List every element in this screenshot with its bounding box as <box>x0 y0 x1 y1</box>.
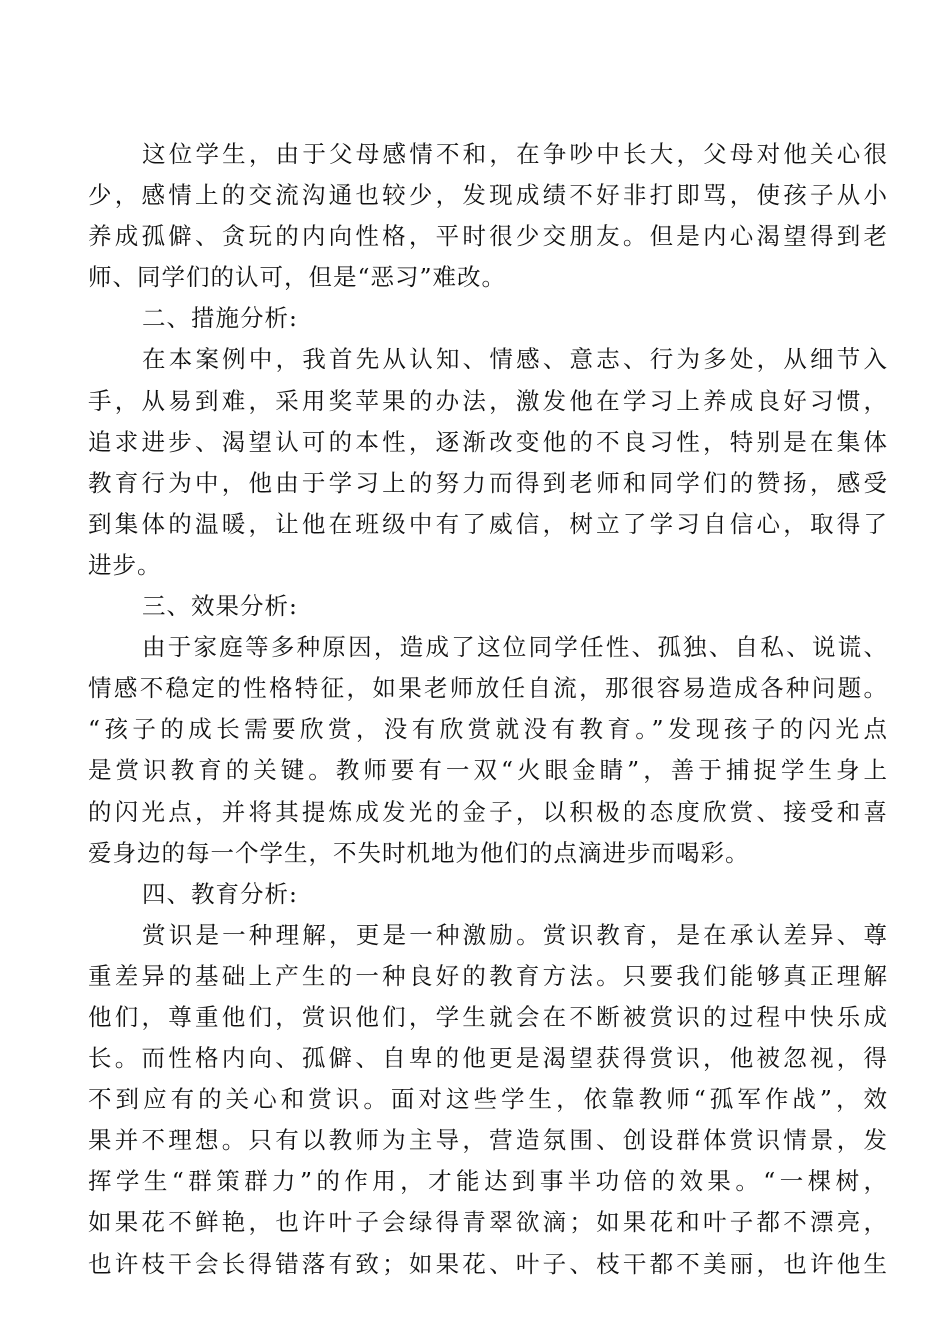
text-line: 二、措施分析: <box>142 304 298 333</box>
text-line: 爱身边的每一个学生，不失时机地为他们的点滴进步而喝彩。 <box>88 838 750 867</box>
text-line: 四、教育分析: <box>142 879 298 908</box>
text-line: 挥学生“群策群力”的作用，才能达到事半功倍的效果。“一棵树， <box>88 1167 888 1196</box>
text-line: “孩子的成长需要欣赏，没有欣赏就没有教育。”发现孩子的闪光点 <box>88 715 888 744</box>
text-line: 进步。 <box>88 550 162 579</box>
text-line: 也许枝干会长得错落有致；如果花、叶子、枝干都不美丽，也许他生 <box>88 1249 888 1278</box>
text-line: 师、同学们的认可，但是“恶习”难改。 <box>88 263 507 292</box>
text-line: 的闪光点，并将其提炼成发光的金子，以积极的态度欣赏、接受和喜 <box>88 797 888 826</box>
text-line: 如果花不鲜艳，也许叶子会绿得青翠欲滴；如果花和叶子都不漂亮， <box>88 1208 888 1237</box>
text-line: 果并不理想。只有以教师为主导，营造氛围、创设群体赏识情景，发 <box>88 1126 888 1155</box>
text-line: 手，从易到难，采用奖苹果的办法，激发他在学习上养成良好习惯， <box>88 386 888 415</box>
text-line: 到集体的温暖，让他在班级中有了威信，树立了学习自信心，取得了 <box>88 509 888 538</box>
text-line: 由于家庭等多种原因，造成了这位同学任性、孤独、自私、说谎、 <box>142 633 888 662</box>
text-line: 长。而性格内向、孤僻、自卑的他更是渴望获得赏识，他被忽视，得 <box>88 1044 888 1073</box>
text-line: 是赏识教育的关键。教师要有一双“火眼金睛”，善于捕捉学生身上 <box>88 756 888 785</box>
text-line: 他们，尊重他们，赏识他们，学生就会在不断被赏识的过程中快乐成 <box>88 1002 888 1031</box>
text-line: 少，感情上的交流沟通也较少，发现成绩不好非打即骂，使孩子从小 <box>88 181 888 210</box>
text-line: 这位学生，由于父母感情不和，在争吵中长大，父母对他关心很 <box>142 140 888 168</box>
text-line: 情感不稳定的性格特征，如果老师放任自流，那很容易造成各种问题。 <box>88 674 888 703</box>
text-line: 重差异的基础上产生的一种良好的教育方法。只要我们能够真正理解 <box>88 961 888 990</box>
text-line: 养成孤僻、贪玩的内向性格，平时很少交朋友。但是内心渴望得到老 <box>88 222 888 251</box>
text-line: 不到应有的关心和赏识。面对这些学生，依靠教师“孤军作战”，效 <box>88 1085 888 1114</box>
text-line: 在本案例中，我首先从认知、情感、意志、行为多处，从细节入 <box>142 345 888 374</box>
document-body <box>88 134 888 1285</box>
text-line: 追求进步、渴望认可的本性，逐渐改变他的不良习性，特别是在集体 <box>88 427 888 456</box>
text-line: 教育行为中，他由于学习上的努力而得到老师和同学们的赞扬，感受 <box>88 468 888 497</box>
text-line: 赏识是一种理解，更是一种激励。赏识教育，是在承认差异、尊 <box>142 920 888 949</box>
text-line: 三、效果分析: <box>142 592 298 621</box>
